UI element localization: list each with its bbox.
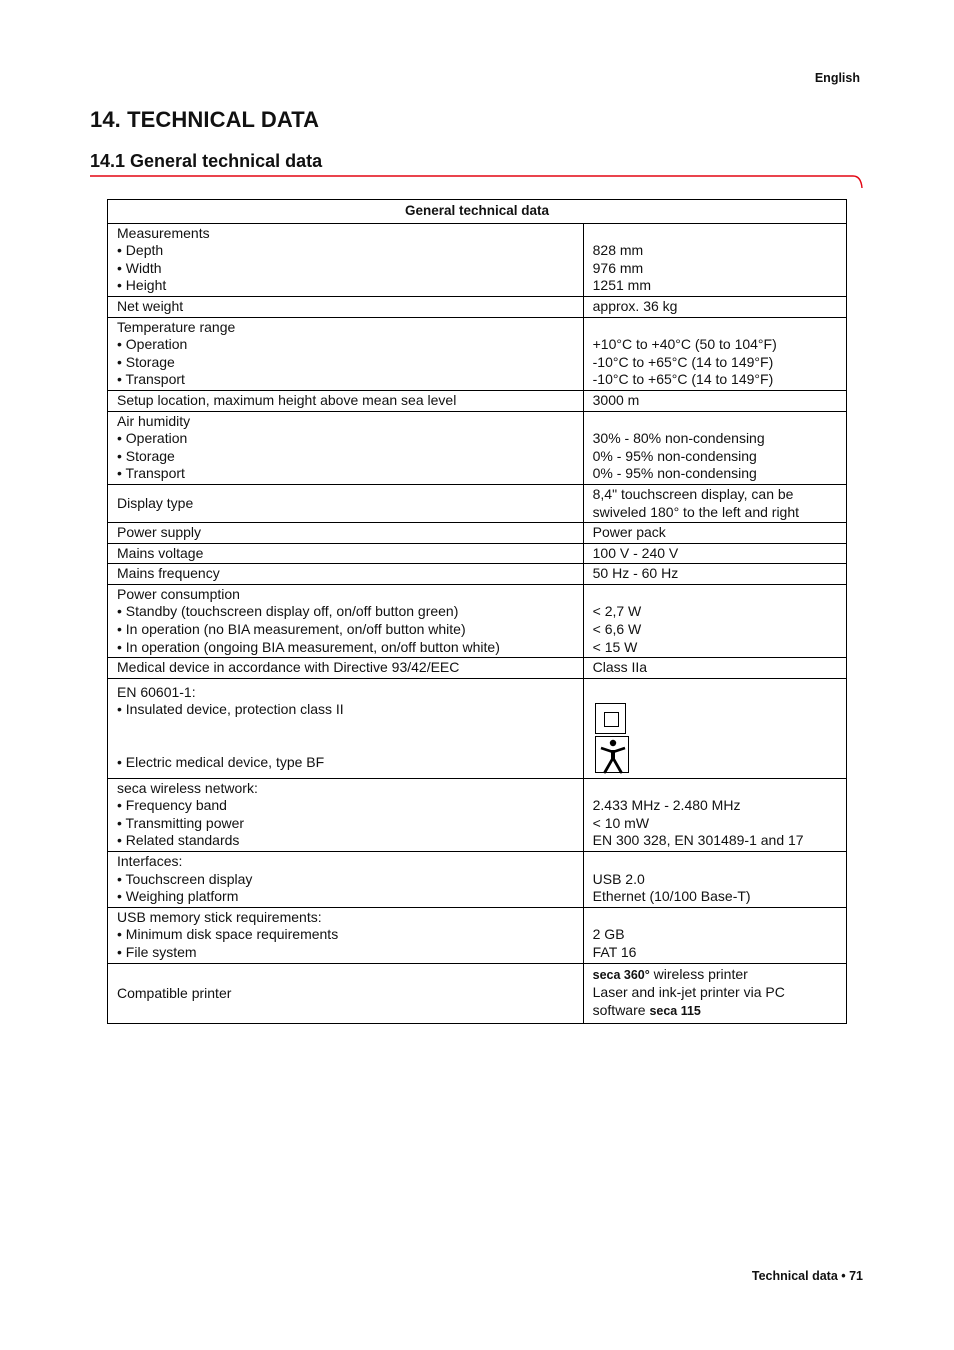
row-item: • Operation [117,430,188,447]
row-item: • Frequency band [117,797,227,814]
row-label: Temperature range [117,318,236,335]
row-value: Class IIa [583,658,846,679]
table-row [108,317,847,390]
row-value: swiveled 180° to the left and right [592,503,800,520]
row-item: • Minimum disk space requirements [117,926,339,943]
row-value: 30% - 80% non-condensing [592,430,765,447]
row-item: • In operation (no BIA measurement, on/off button white) [117,621,466,638]
row-item: • Height [117,277,167,294]
row-label: Medical device in accordance with Directive 93/42/EEC [108,658,584,679]
section-divider [90,173,863,189]
row-item: • Transport [117,465,185,482]
row-value: 8,4" touchscreen display, can be [592,485,794,502]
row-item: • Insulated device, protection class II [117,701,344,718]
subsection-title: 14.1 General technical data [90,151,323,171]
row-value: 1251 mm [592,277,651,294]
row-value: 0% - 95% non-condensing [592,447,757,464]
row-value: 976 mm [592,259,644,276]
table-row [108,658,847,679]
table-row [108,564,847,585]
row-value: Laser and ink-jet printer via PC [592,984,785,1001]
table-row [108,296,847,317]
row-value: 2 GB [592,926,625,943]
row-item: • Weighing platform [117,888,239,905]
brand-name: seca 115 [649,1003,701,1018]
row-label: Interfaces: [117,853,183,869]
row-item: • Transmitting power [117,814,245,831]
row-item: • Width [117,259,162,276]
table-heading: General technical data [108,200,847,224]
table-row [108,484,847,522]
row-value: 2.433 MHz - 2.480 MHz [592,797,741,814]
row-value: 100 V - 240 V [583,543,846,564]
row-label: USB memory stick requirements: [117,908,322,925]
language-label: English [814,71,860,85]
row-value: < 6,6 W [592,621,642,638]
table-header-row [108,200,847,224]
row-label: Compatible printer [108,963,584,1024]
row-label: Mains voltage [108,543,584,564]
row-label: Power supply [108,523,584,544]
row-item: • Storage [117,447,175,464]
row-value: 3000 m [583,390,846,411]
row-item: • In operation (ongoing BIA measurement, on/off button white) [117,638,500,655]
row-value: wireless printer [649,965,748,982]
row-item: • Transport [117,371,185,388]
table-row [108,852,847,908]
row-item: • Standby (touchscreen display off, on/off button green) [117,603,459,620]
row-label: Net weight [108,296,584,317]
row-value: < 2,7 W [592,603,642,620]
type-bf-icon [595,736,629,773]
technical-data-table [107,199,847,1024]
row-label: Air humidity [117,412,191,429]
row-value: -10°C to +65°C (14 to 149°F) [592,353,774,370]
row-value: Ethernet (10/100 Base-T) [592,888,751,905]
table-row [108,523,847,544]
row-label: Measurements [117,224,210,241]
protection-class-ii-icon [595,703,626,734]
row-item: • Electric medical device, type BF [117,754,325,771]
row-item: • File system [117,943,197,960]
row-label: Setup location, maximum height above mean sea level [108,390,584,411]
row-value: -10°C to +65°C (14 to 149°F) [592,371,774,388]
row-value: < 10 mW [592,814,650,831]
row-label: EN 60601-1: [117,683,196,700]
row-item: • Related standards [117,832,240,849]
section-title: 14. TECHNICAL DATA [90,107,320,132]
table-row [108,778,847,851]
page-footer: Technical data • 71 [751,1269,863,1283]
table-row [108,223,847,296]
row-value: 50 Hz - 60 Hz [583,564,846,585]
row-item: • Storage [117,353,175,370]
row-label: seca wireless network: [117,779,258,796]
row-value: Power pack [583,523,846,544]
row-label: Power consumption [117,585,240,602]
row-value: approx. 36 kg [583,296,846,317]
row-value: +10°C to +40°C (50 to 104°F) [592,336,777,353]
table-row [108,963,847,1024]
table-row [108,907,847,963]
table-row [108,678,847,778]
row-value: EN 300 328, EN 301489-1 and 17 [592,832,804,849]
table-row [108,411,847,484]
row-value: 828 mm [592,242,644,259]
row-item: • Touchscreen display [117,870,253,887]
row-value: FAT 16 [592,943,637,960]
row-label: Mains frequency [108,564,584,585]
row-value: 0% - 95% non-condensing [592,465,757,482]
row-label: Display type [108,484,584,522]
table-row [108,584,847,657]
brand-name: seca 360° [592,967,650,982]
row-value: USB 2.0 [592,870,645,887]
row-item: • Depth [117,242,164,259]
row-value: software [592,1001,650,1018]
table-row [108,390,847,411]
row-item: • Operation [117,336,188,353]
row-value: < 15 W [592,638,638,655]
table-row [108,543,847,564]
